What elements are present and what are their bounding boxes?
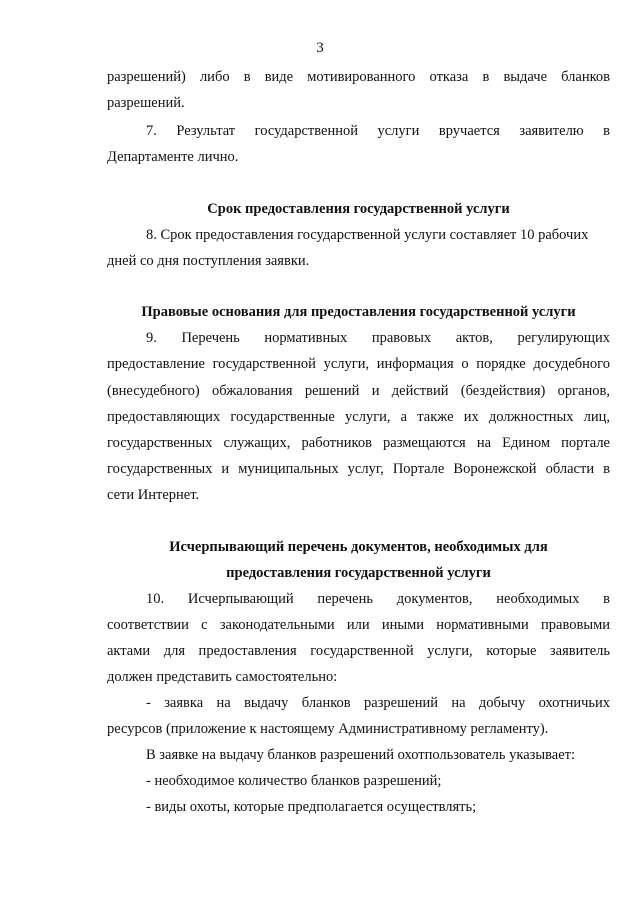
text-line: ресурсов (приложение к настоящему Административному регламенту). <box>107 721 549 737</box>
text-line: Департаменте лично. <box>107 149 239 165</box>
text-line: - виды охоты, которые предполагается осуществлять; <box>146 799 477 815</box>
text-line: 10. Исчерпывающий перечень документов, необходимых в <box>146 591 610 607</box>
section-heading: Срок предоставления государственной услуги <box>207 201 510 217</box>
text-line: - необходимое количество бланков разрешений; <box>146 773 442 789</box>
page-number: 3 <box>316 40 324 56</box>
section-heading: предоставления государственной услуги <box>226 565 491 581</box>
text-line: актами для предоставления государственной услуги, которые заявитель <box>107 643 610 659</box>
text-line: (внесудебного) обжалования решений и действий (бездействия) органов, <box>107 383 610 399</box>
text-line: государственных служащих, работников размещаются на Едином портале <box>107 435 610 451</box>
text-line: государственных и муниципальных услуг, Портале Воронежской области в <box>107 461 610 477</box>
text-line: предоставляющих государственные услуги, а также их должностных лиц, <box>107 409 610 425</box>
text-line: 7. Результат государственной услуги вручается заявителю в <box>146 123 610 139</box>
text-line: дней со дня поступления заявки. <box>107 253 310 269</box>
text-line: разрешений. <box>107 95 185 111</box>
text-line: предоставление государственной услуги, информация о порядке досудебного <box>107 356 610 372</box>
text-line: соответствии с законодательными или иными нормативными правовыми <box>107 617 610 633</box>
text-line: сети Интернет. <box>107 487 200 503</box>
text-line: В заявке на выдачу бланков разрешений охотпользователь указывает: <box>146 747 575 763</box>
section-heading: Исчерпывающий перечень документов, необходимых для <box>169 539 548 555</box>
text-line: должен представить самостоятельно: <box>107 669 338 685</box>
text-line: 8. Срок предоставления государственной услуги составляет 10 рабочих <box>146 227 589 243</box>
section-heading: Правовые основания для предоставления государственной услуги <box>141 304 576 320</box>
text-line: 9. Перечень нормативных правовых актов, регулирующих <box>146 330 610 346</box>
text-line: разрешений) либо в виде мотивированного отказа в выдаче бланков <box>107 69 610 85</box>
text-line: - заявка на выдачу бланков разрешений на добычу охотничьих <box>146 695 610 711</box>
